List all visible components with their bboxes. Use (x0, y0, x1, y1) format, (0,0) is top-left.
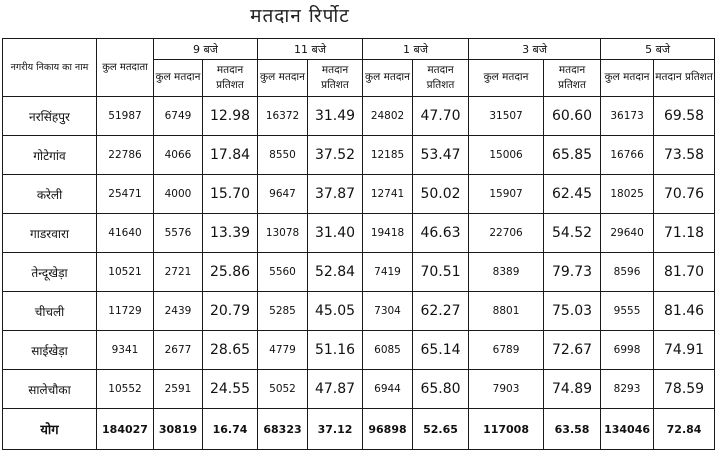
total-percent-1-cell: 52.65 (413, 409, 469, 450)
votes-9-cell: 4066 (154, 136, 203, 175)
votes-5-cell: 9555 (601, 292, 654, 331)
percent-11-cell: 45.05 (308, 292, 363, 331)
total-votes-11-cell: 68323 (258, 409, 308, 450)
header-matdan-pratishat: मतदान प्रतिशत (654, 60, 715, 97)
percent-11-cell: 37.87 (308, 175, 363, 214)
header-time-5: 5 बजे (601, 39, 715, 60)
total-voters-cell: 11729 (97, 292, 154, 331)
votes-9-cell: 2439 (154, 292, 203, 331)
percent-11-cell: 31.49 (308, 97, 363, 136)
votes-1-cell: 7304 (363, 292, 413, 331)
total-votes-3-cell: 117008 (469, 409, 544, 450)
votes-5-cell: 6998 (601, 331, 654, 370)
percent-11-cell: 51.16 (308, 331, 363, 370)
votes-9-cell: 5576 (154, 214, 203, 253)
votes-5-cell: 8293 (601, 370, 654, 409)
votes-11-cell: 9647 (258, 175, 308, 214)
percent-9-cell: 20.79 (203, 292, 258, 331)
table-row (3, 370, 715, 409)
total-voters-cell: 9341 (97, 331, 154, 370)
percent-11-cell: 47.87 (308, 370, 363, 409)
percent-5-cell: 78.59 (654, 370, 715, 409)
votes-3-cell: 7903 (469, 370, 544, 409)
votes-9-cell: 2721 (154, 253, 203, 292)
total-voters-cell: 22786 (97, 136, 154, 175)
body-name-cell: तेन्दूखेड़ा (3, 253, 97, 292)
header-kul-matdan: कुल मतदान (469, 60, 544, 97)
total-row (3, 409, 715, 450)
body-name-cell: गोटेगांव (3, 136, 97, 175)
header-kul-matdan: कुल मतदान (601, 60, 654, 97)
votes-9-cell: 6749 (154, 97, 203, 136)
votes-5-cell: 16766 (601, 136, 654, 175)
votes-3-cell: 15907 (469, 175, 544, 214)
votes-3-cell: 8389 (469, 253, 544, 292)
votes-11-cell: 5052 (258, 370, 308, 409)
header-total-voters: कुल मतदाता (97, 39, 154, 97)
votes-1-cell: 24802 (363, 97, 413, 136)
votes-11-cell: 8550 (258, 136, 308, 175)
table-row (3, 253, 715, 292)
total-votes-1-cell: 96898 (363, 409, 413, 450)
votes-5-cell: 8596 (601, 253, 654, 292)
percent-9-cell: 28.65 (203, 331, 258, 370)
table-row (3, 214, 715, 253)
votes-5-cell: 18025 (601, 175, 654, 214)
total-voters-cell: 184027 (97, 409, 154, 450)
total-voters-cell: 25471 (97, 175, 154, 214)
votes-1-cell: 12185 (363, 136, 413, 175)
table-row (3, 292, 715, 331)
percent-3-cell: 72.67 (544, 331, 601, 370)
header-kul-matdan: कुल मतदान (154, 60, 203, 97)
percent-3-cell: 74.89 (544, 370, 601, 409)
votes-1-cell: 12741 (363, 175, 413, 214)
votes-3-cell: 15006 (469, 136, 544, 175)
percent-3-cell: 62.45 (544, 175, 601, 214)
votes-9-cell: 2591 (154, 370, 203, 409)
percent-5-cell: 70.76 (654, 175, 715, 214)
total-percent-11-cell: 37.12 (308, 409, 363, 450)
body-name-cell: साईखेड़ा (3, 331, 97, 370)
votes-1-cell: 19418 (363, 214, 413, 253)
header-matdan-pratishat: मतदान प्रतिशत (544, 60, 601, 97)
votes-11-cell: 13078 (258, 214, 308, 253)
votes-1-cell: 6944 (363, 370, 413, 409)
header-matdan-pratishat: मतदान प्रतिशत (413, 60, 469, 97)
votes-3-cell: 31507 (469, 97, 544, 136)
header-time-1: 1 बजे (363, 39, 469, 60)
percent-1-cell: 53.47 (413, 136, 469, 175)
header-kul-matdan: कुल मतदान (363, 60, 413, 97)
votes-11-cell: 5560 (258, 253, 308, 292)
percent-9-cell: 17.84 (203, 136, 258, 175)
total-votes-9-cell: 30819 (154, 409, 203, 450)
votes-5-cell: 36173 (601, 97, 654, 136)
votes-11-cell: 4779 (258, 331, 308, 370)
header-matdan-pratishat: मतदान प्रतिशत (308, 60, 363, 97)
percent-3-cell: 75.03 (544, 292, 601, 331)
total-voters-cell: 10521 (97, 253, 154, 292)
total-percent-9-cell: 16.74 (203, 409, 258, 450)
votes-1-cell: 6085 (363, 331, 413, 370)
percent-3-cell: 65.85 (544, 136, 601, 175)
header-time-3: 3 बजे (469, 39, 601, 60)
percent-1-cell: 46.63 (413, 214, 469, 253)
votes-3-cell: 8801 (469, 292, 544, 331)
percent-9-cell: 13.39 (203, 214, 258, 253)
body-name-cell: नरसिंहपुर (3, 97, 97, 136)
header-row-times (3, 39, 715, 60)
body-name-cell: गाडरवारा (3, 214, 97, 253)
voting-report-table (2, 38, 715, 450)
percent-5-cell: 74.91 (654, 331, 715, 370)
percent-9-cell: 25.86 (203, 253, 258, 292)
votes-3-cell: 22706 (469, 214, 544, 253)
percent-1-cell: 62.27 (413, 292, 469, 331)
header-body-name: नगरीय निकाय का नाम (3, 39, 97, 97)
table-row (3, 136, 715, 175)
header-kul-matdan: कुल मतदान (258, 60, 308, 97)
votes-5-cell: 29640 (601, 214, 654, 253)
table-row (3, 97, 715, 136)
total-percent-3-cell: 63.58 (544, 409, 601, 450)
header-matdan-pratishat: मतदान प्रतिशत (203, 60, 258, 97)
percent-3-cell: 60.60 (544, 97, 601, 136)
body-name-cell: करेली (3, 175, 97, 214)
table-row (3, 175, 715, 214)
percent-1-cell: 47.70 (413, 97, 469, 136)
total-label-cell: योग (3, 409, 97, 450)
report-title: मतदान रिर्पोट (250, 5, 350, 27)
percent-5-cell: 69.58 (654, 97, 715, 136)
votes-11-cell: 16372 (258, 97, 308, 136)
percent-5-cell: 81.46 (654, 292, 715, 331)
percent-3-cell: 54.52 (544, 214, 601, 253)
body-name-cell: सालेचौका (3, 370, 97, 409)
votes-11-cell: 5285 (258, 292, 308, 331)
header-time-11: 11 बजे (258, 39, 363, 60)
total-voters-cell: 10552 (97, 370, 154, 409)
percent-1-cell: 65.14 (413, 331, 469, 370)
total-voters-cell: 51987 (97, 97, 154, 136)
percent-11-cell: 52.84 (308, 253, 363, 292)
votes-3-cell: 6789 (469, 331, 544, 370)
body-name-cell: चीचली (3, 292, 97, 331)
percent-1-cell: 70.51 (413, 253, 469, 292)
total-percent-5-cell: 72.84 (654, 409, 715, 450)
percent-9-cell: 24.55 (203, 370, 258, 409)
percent-11-cell: 31.40 (308, 214, 363, 253)
votes-1-cell: 7419 (363, 253, 413, 292)
percent-1-cell: 65.80 (413, 370, 469, 409)
percent-1-cell: 50.02 (413, 175, 469, 214)
percent-5-cell: 71.18 (654, 214, 715, 253)
percent-5-cell: 81.70 (654, 253, 715, 292)
percent-11-cell: 37.52 (308, 136, 363, 175)
total-votes-5-cell: 134046 (601, 409, 654, 450)
table-row (3, 331, 715, 370)
total-voters-cell: 41640 (97, 214, 154, 253)
percent-9-cell: 15.70 (203, 175, 258, 214)
votes-9-cell: 4000 (154, 175, 203, 214)
percent-5-cell: 73.58 (654, 136, 715, 175)
votes-9-cell: 2677 (154, 331, 203, 370)
header-time-9: 9 बजे (154, 39, 258, 60)
percent-3-cell: 79.73 (544, 253, 601, 292)
percent-9-cell: 12.98 (203, 97, 258, 136)
